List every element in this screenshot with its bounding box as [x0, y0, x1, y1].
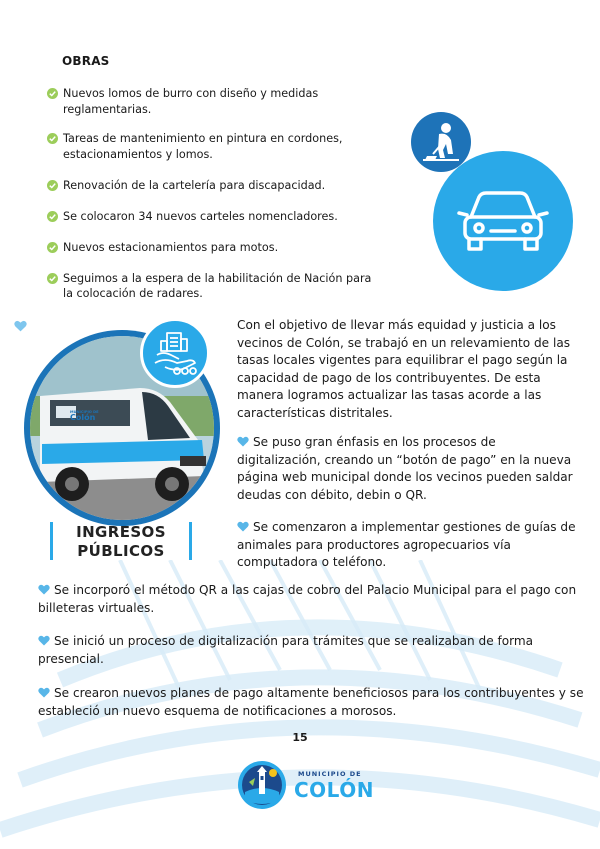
- municipio-colon-logo-icon: [237, 760, 287, 810]
- check-icon: [47, 242, 58, 253]
- van-logo-small: MUNICIPIO DE: [70, 410, 99, 414]
- section-title-ingresos: [50, 522, 192, 562]
- bullet-text: Se crearon nuevos planes de pago altamente beneficiosos para los contribuyentes y se estableció un nuevo esquema de notificaciones a morosos.: [38, 686, 584, 718]
- footer-logo-small-text: MUNICIPIO DE: [298, 770, 362, 778]
- van-logo: [70, 410, 120, 422]
- list-item: [47, 271, 377, 302]
- van-logo-big: Colón: [70, 413, 96, 422]
- heart-icon: [14, 320, 27, 332]
- section-title-obras: OBRAS: [62, 54, 110, 68]
- intro-text: Con el objetivo de llevar más equidad y justicia a los vecinos de Colón, se trabajó en un relevamiento de las tasas locales vigentes para equilibrar el pago según la capacidad de pago de los contribuyentes. De esta manera logramos actualizar las tasas acorde a las características distritales.: [237, 318, 571, 420]
- obras-item-text: Nuevos estacionamientos para motos.: [63, 240, 279, 254]
- list-item: [47, 178, 397, 194]
- bullet-paragraph: [237, 434, 582, 504]
- list-item: [47, 86, 397, 117]
- obras-list: [47, 86, 397, 317]
- bullet-paragraph: [38, 582, 588, 617]
- heart-icon: [237, 436, 249, 447]
- page-number: 15: [292, 731, 308, 744]
- check-icon: [47, 133, 58, 144]
- obras-item-text: Tareas de mantenimiento en pintura en cordones, estacionamientos y lomos.: [63, 132, 343, 161]
- bullet-text: Se comenzaron a implementar gestiones de guías de animales para productores agropecuarios vía computadora o teléfono.: [237, 520, 576, 570]
- car-icon: [433, 151, 573, 291]
- obras-item-text: Seguimos a la espera de la habilitación de Nación para la colocación de radares.: [63, 271, 372, 300]
- check-icon: [47, 273, 58, 284]
- bullet-paragraph: [237, 519, 582, 572]
- bullet-paragraph: [38, 685, 588, 720]
- list-item: [47, 240, 397, 256]
- check-icon: [47, 88, 58, 99]
- list-item: [47, 209, 397, 225]
- list-item: [47, 131, 347, 162]
- check-icon: [47, 180, 58, 191]
- bullet-text: Se inició un proceso de digitalización para trámites que se realizaban de forma presencial.: [38, 634, 534, 666]
- bullet-text: Se incorporó el método QR a las cajas de cobro del Palacio Municipal para el pago con billeteras virtuales.: [38, 583, 577, 615]
- bullet-text: Se puso gran énfasis en los procesos de digitalización, creando un “botón de pago” en la nueva página web municipal donde los vecinos pueden saldar deudas con débito, debin o QR.: [237, 435, 573, 502]
- payment-city-icon: [140, 318, 210, 388]
- check-icon: [47, 211, 58, 222]
- heart-icon: [38, 635, 50, 646]
- obras-item-text: Nuevos lomos de burro con diseño y medidas reglamentarias.: [63, 87, 319, 116]
- section-title-line1: INGRESOS: [76, 523, 166, 541]
- obras-item-text: Renovación de la cartelería para discapacidad.: [63, 178, 326, 192]
- intro-paragraph: [237, 317, 582, 423]
- obras-item-text: Se colocaron 34 nuevos carteles nomencladores.: [63, 209, 338, 223]
- worker-shovel-icon: [411, 112, 471, 172]
- section-title-line2: PÚBLICOS: [77, 542, 165, 560]
- heart-icon: [237, 521, 249, 532]
- heart-icon: [38, 584, 50, 595]
- heart-icon: [38, 687, 50, 698]
- bullet-paragraph: [38, 633, 588, 668]
- footer-logo-big-text: COLÓN: [294, 778, 374, 802]
